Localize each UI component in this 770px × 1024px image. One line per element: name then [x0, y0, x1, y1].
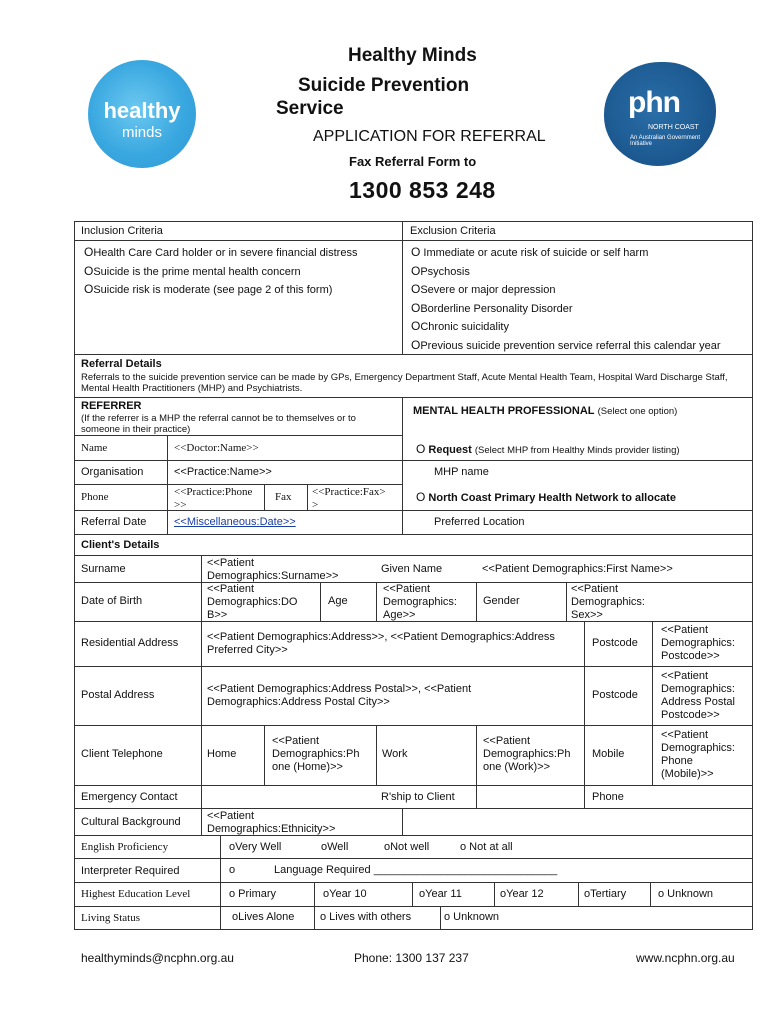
- checkbox-circle-icon: O: [84, 245, 94, 259]
- english-option-very-well[interactable]: oVery Well: [229, 841, 282, 853]
- referrer-note: (If the referrer is a MHP the referral cannot be to themselves or to someone in their practice): [81, 413, 356, 435]
- referrer-name-field[interactable]: <<Doctor:Name>>: [174, 442, 259, 454]
- fax-label: Fax Referral Form to: [349, 154, 477, 169]
- organisation-field[interactable]: <<Practice:Name>>: [174, 466, 272, 478]
- referrer-title: REFERRER: [81, 400, 142, 412]
- footer-website[interactable]: www.ncphn.org.au: [636, 951, 735, 965]
- healthy-minds-logo: [88, 60, 196, 168]
- age-label: Age: [328, 595, 348, 607]
- referral-title: Referral Details: [81, 358, 162, 370]
- exclusion-item[interactable]: OPrevious suicide prevention service referral this calendar year: [411, 338, 721, 352]
- english-option-well[interactable]: oWell: [321, 841, 349, 853]
- inclusion-title: Inclusion Criteria: [81, 225, 163, 237]
- referral-date-field[interactable]: <<Miscellaneous:Date>>: [174, 516, 296, 528]
- interpreter-required-label: Interpreter Required: [81, 865, 180, 877]
- checkbox-circle-icon: O: [411, 301, 421, 315]
- given-name-label: Given Name: [381, 563, 443, 575]
- client-telephone-label: Client Telephone: [81, 748, 163, 760]
- postcode-label: Postcode: [592, 689, 638, 701]
- english-proficiency-label: English Proficiency: [81, 841, 169, 853]
- fax-number: 1300 853 248: [349, 177, 496, 203]
- checkbox-circle-icon: O: [84, 264, 94, 278]
- language-required-field[interactable]: Language Required ______________________________: [274, 864, 558, 876]
- logo-text: minds: [121, 124, 162, 141]
- fax-field[interactable]: <<Practice:Fax> >: [312, 486, 386, 511]
- checkbox-circle-icon: O: [84, 282, 94, 296]
- checkbox-circle-icon: O: [411, 338, 421, 352]
- interpreter-checkbox[interactable]: o: [229, 864, 236, 876]
- inclusion-item[interactable]: OSuicide risk is moderate (see page 2 of this form): [84, 282, 333, 296]
- gender-label: Gender: [483, 595, 520, 607]
- relationship-label: R'ship to Client: [381, 791, 455, 803]
- surname-field[interactable]: <<Patient Demographics:Surname>>: [207, 557, 339, 582]
- page-title-line2: Suicide Prevention: [298, 75, 470, 96]
- checkbox-circle-icon: O: [411, 245, 421, 259]
- postal-address-field[interactable]: <<Patient Demographics:Address Postal>>, <<Patient Demographics:Address Postal City>>: [207, 683, 472, 708]
- preferred-location-label: Preferred Location: [434, 516, 525, 528]
- emergency-phone-label: Phone: [592, 791, 624, 803]
- exclusion-title: Exclusion Criteria: [410, 225, 496, 237]
- mobile-label: Mobile: [592, 748, 625, 760]
- page-title: Healthy Minds: [348, 45, 477, 66]
- name-label: Name: [81, 442, 108, 454]
- referral-description: Referrals to the suicide prevention service can be made by GPs, Emergency Department Staff, Acute Mental Health Team, Hospital Ward Discharge Staff, Mental Health Practitioners (MHP) and Psychiatrists.: [81, 372, 728, 394]
- checkbox-circle-icon: O: [411, 319, 421, 333]
- logo-text: NORTH COAST: [648, 124, 699, 131]
- exclusion-item[interactable]: O Immediate or acute risk of suicide or self harm: [411, 245, 649, 259]
- mhp-title: MENTAL HEALTH PROFESSIONAL (Select one option): [413, 405, 678, 417]
- education-option-year11[interactable]: oYear 11: [419, 888, 462, 900]
- education-option-primary[interactable]: o Primary: [229, 888, 277, 900]
- phn-logo: [604, 62, 716, 166]
- given-name-field[interactable]: <<Patient Demographics:First Name>>: [482, 563, 673, 575]
- living-option-unknown[interactable]: o Unknown: [444, 911, 500, 923]
- inclusion-item[interactable]: OSuicide is the prime mental health concern: [84, 264, 301, 278]
- work-label: Work: [382, 748, 408, 760]
- cultural-background-label: Cultural Background: [81, 816, 181, 828]
- mhp-name-label: MHP name: [434, 466, 489, 478]
- checkbox-circle-icon: O: [411, 282, 421, 296]
- client-details-title: Client's Details: [81, 539, 160, 551]
- english-option-not-well[interactable]: oNot well: [384, 841, 430, 853]
- cultural-background-field[interactable]: <<Patient Demographics:Ethnicity>>: [207, 810, 336, 835]
- phone-field[interactable]: <<Practice:Phone >>: [174, 486, 253, 511]
- home-label: Home: [207, 748, 237, 760]
- radio-circle-icon: O: [416, 442, 426, 456]
- residential-address-field[interactable]: <<Patient Demographics:Address>>, <<Patient Demographics:Address Preferred City>>: [207, 631, 555, 656]
- exclusion-item[interactable]: OBorderline Personality Disorder: [411, 301, 573, 315]
- exclusion-item[interactable]: OChronic suicidality: [411, 319, 509, 333]
- living-option-with-others[interactable]: o Lives with others: [320, 911, 412, 923]
- living-status-label: Living Status: [81, 912, 140, 924]
- education-option-year10[interactable]: oYear 10: [323, 888, 367, 900]
- education-level-label: Highest Education Level: [81, 888, 191, 900]
- logo-text: phn: [628, 86, 680, 119]
- request-option[interactable]: O Request (Select MHP from Healthy Minds provider listing): [416, 442, 680, 456]
- postcode-label: Postcode: [592, 637, 638, 649]
- referral-date-label: Referral Date: [81, 516, 147, 528]
- footer-email[interactable]: healthyminds@ncphn.org.au: [81, 951, 234, 965]
- logo-text: healthy: [103, 98, 181, 123]
- footer-phone: Phone: 1300 137 237: [354, 951, 469, 965]
- inclusion-item[interactable]: OHealth Care Card holder or in severe financial distress: [84, 245, 358, 259]
- emergency-contact-label: Emergency Contact: [81, 791, 178, 803]
- gender-field[interactable]: <<Patient Demographics: Sex>>: [571, 583, 645, 621]
- residential-postcode-field[interactable]: <<Patient Demographics: Postcode>>: [661, 624, 735, 662]
- mobile-phone-field[interactable]: <<Patient Demographics: Phone (Mobile)>>: [661, 729, 735, 780]
- exclusion-item[interactable]: OPsychosis: [411, 264, 470, 278]
- age-field[interactable]: <<Patient Demographics: Age>>: [383, 583, 457, 621]
- surname-label: Surname: [81, 563, 126, 575]
- education-option-unknown[interactable]: o Unknown: [658, 888, 714, 900]
- living-option-alone[interactable]: oLives Alone: [232, 911, 295, 923]
- dob-field[interactable]: <<Patient Demographics:DO B>>: [207, 583, 298, 621]
- english-option-not-at-all[interactable]: o Not at all: [460, 841, 513, 853]
- fax-field-label: Fax: [275, 491, 292, 503]
- dob-label: Date of Birth: [81, 595, 143, 607]
- checkbox-circle-icon: O: [411, 264, 421, 278]
- form-subtitle: APPLICATION FOR REFERRAL: [313, 128, 546, 145]
- phone-label: Phone: [81, 491, 109, 503]
- home-phone-field[interactable]: <<Patient Demographics:Ph one (Home)>>: [272, 735, 360, 773]
- page-title-line3: Service: [276, 98, 344, 119]
- postal-postcode-field[interactable]: <<Patient Demographics: Address Postal Postcode>>: [661, 670, 735, 721]
- organisation-label: Organisation: [81, 466, 144, 478]
- radio-circle-icon: O: [416, 490, 426, 504]
- education-option-year12[interactable]: oYear 12: [500, 888, 544, 900]
- work-phone-field[interactable]: <<Patient Demographics:Ph one (Work)>>: [483, 735, 571, 773]
- logo-text: An Australian Government Initiative: [630, 135, 701, 147]
- education-option-tertiary[interactable]: oTertiary: [584, 888, 627, 900]
- phn-allocate-option[interactable]: O North Coast Primary Health Network to allocate: [416, 490, 676, 504]
- residential-address-label: Residential Address: [81, 637, 179, 649]
- exclusion-item[interactable]: OSevere or major depression: [411, 282, 556, 296]
- postal-address-label: Postal Address: [81, 689, 155, 701]
